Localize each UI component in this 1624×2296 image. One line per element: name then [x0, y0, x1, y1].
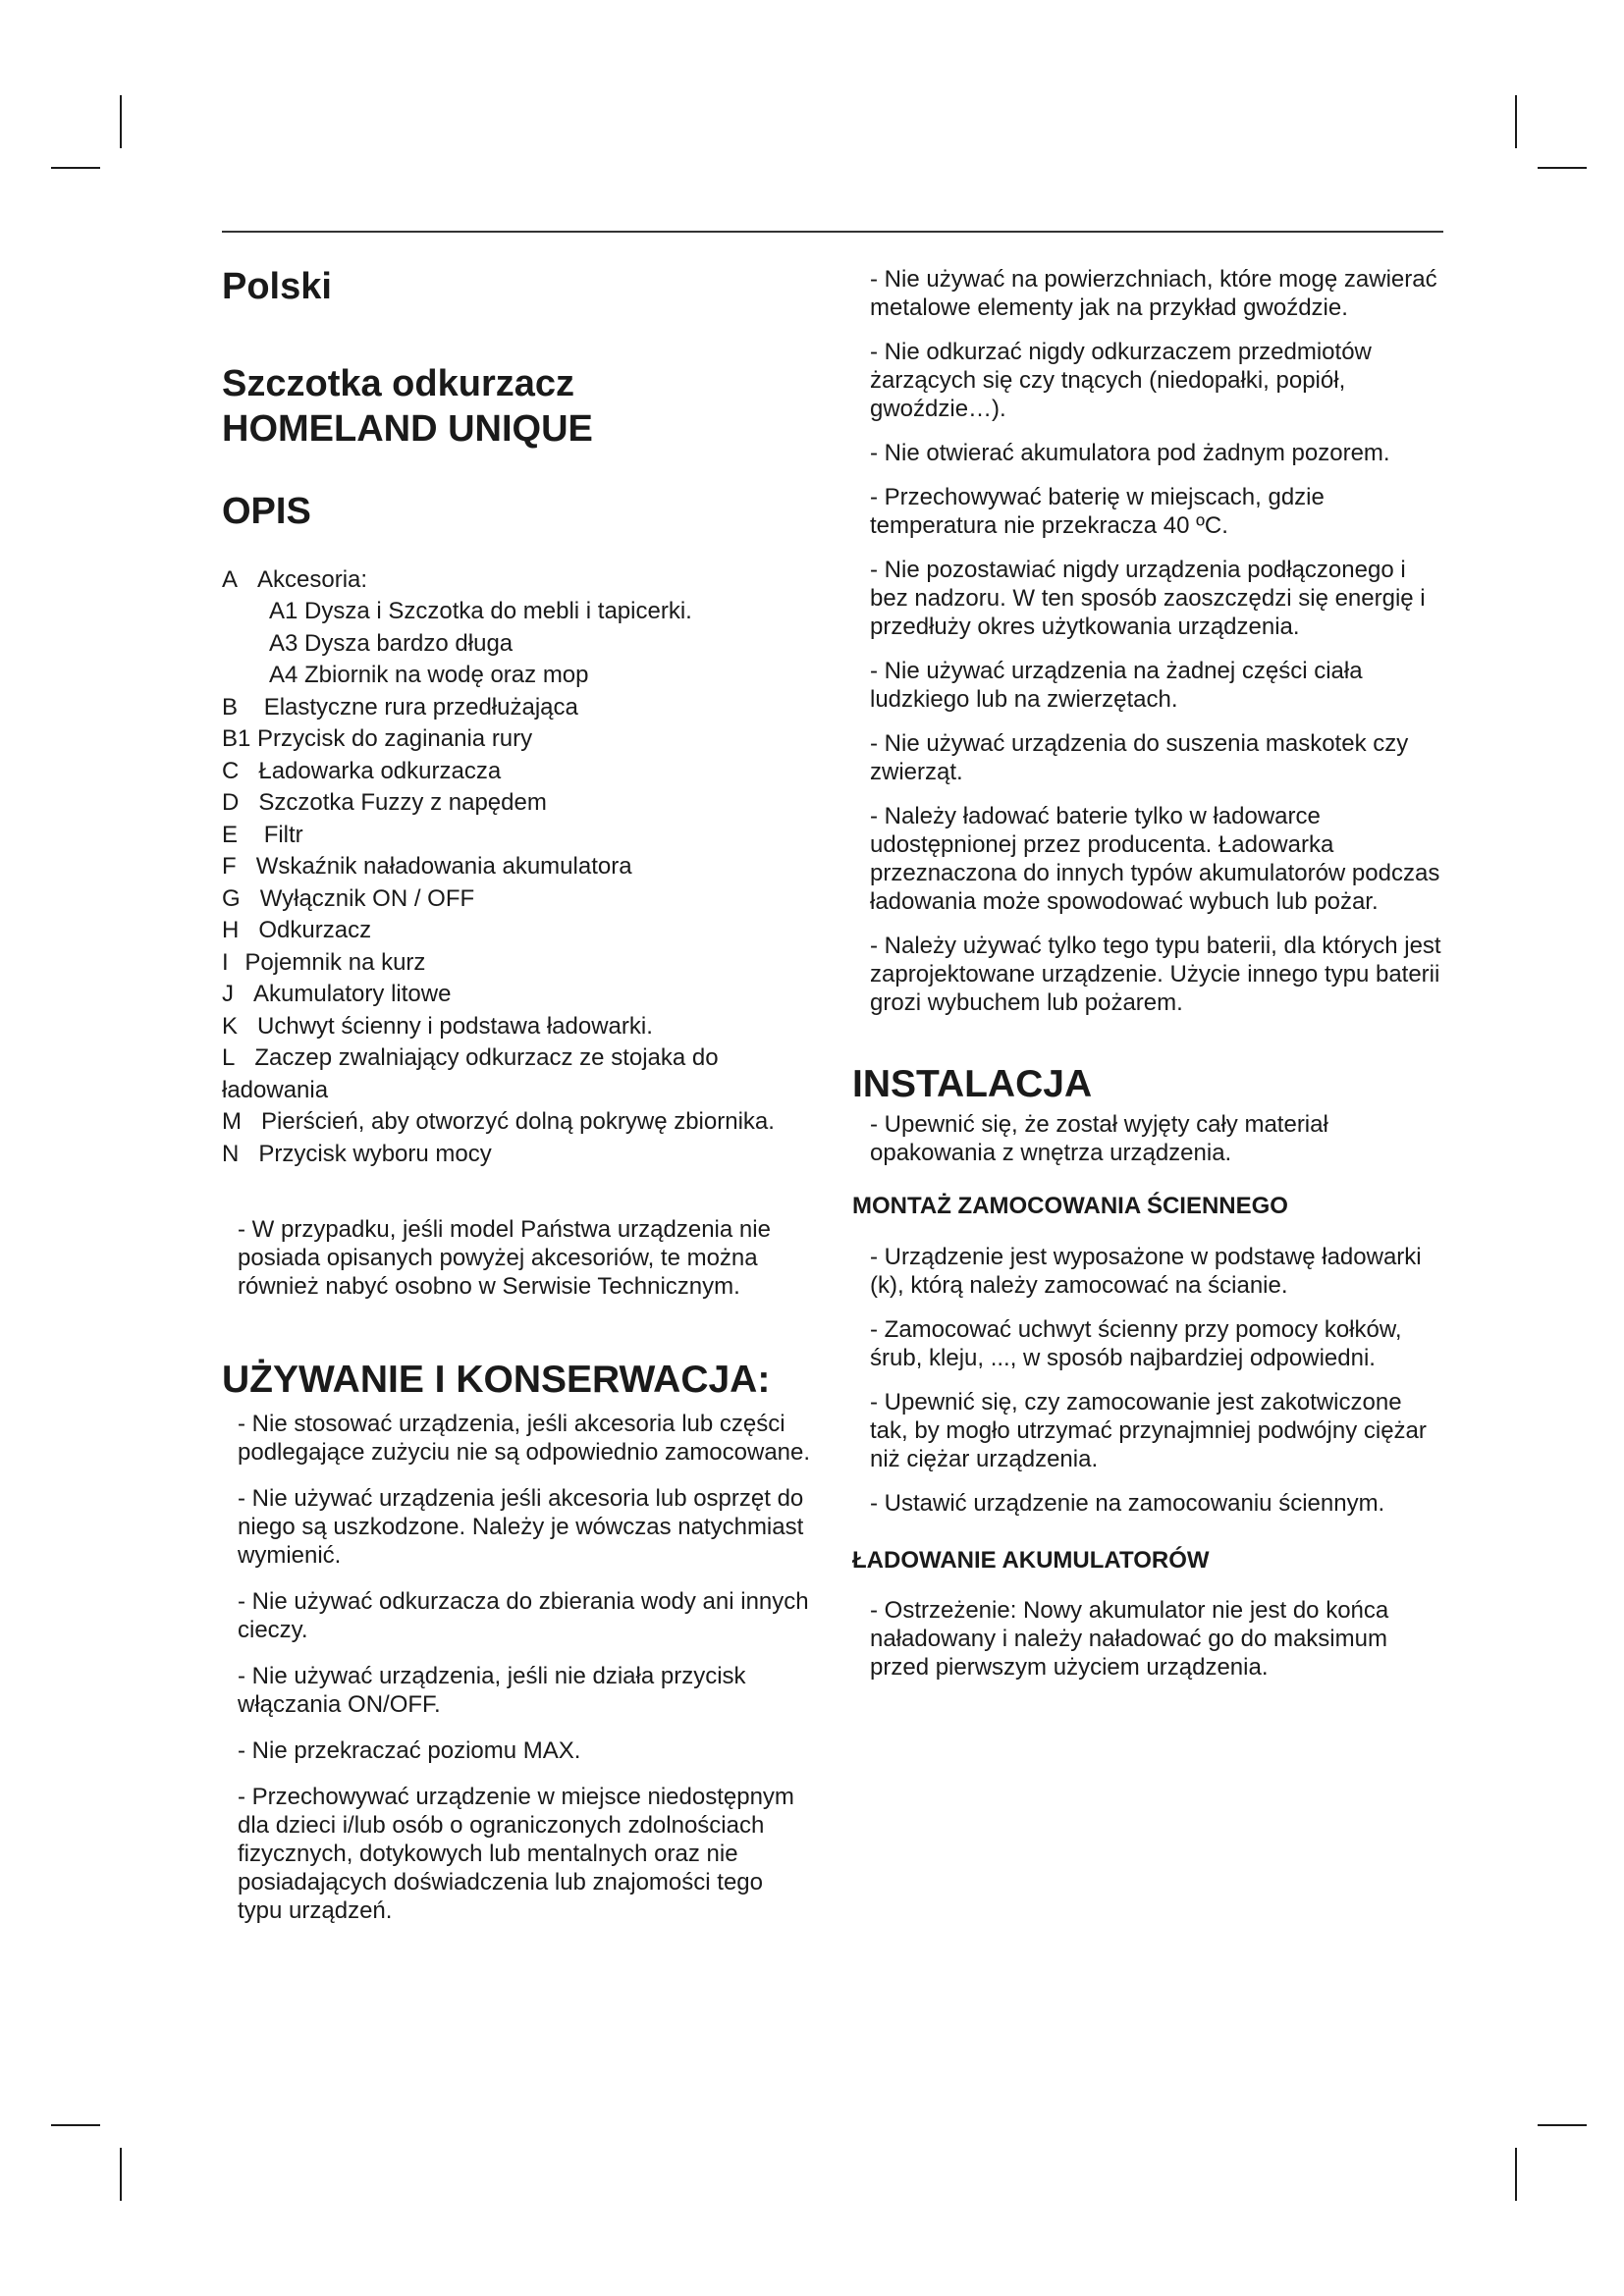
list-item	[222, 1139, 811, 1171]
usage-paragraph: - Nie przekraczać poziomu MAX.	[238, 1736, 581, 1764]
crop-mark	[51, 2124, 100, 2126]
list-item	[222, 756, 811, 788]
part-key: D	[222, 789, 240, 817]
wall-mount-paragraph: - Zamocować uchwyt ścienny przy pomocy kołków, śrub, kleju, ..., w sposób najbardziej odpowiedni.	[870, 1315, 1402, 1371]
crop-mark	[1538, 167, 1587, 169]
accessories-note: - W przypadku, jeśli model Państwa urządzenia nie posiada opisanych powyżej akcesoriów, te można również nabyć osobno w Serwisie Technicznym.	[238, 1216, 771, 1301]
usage-paragraph: - Nie pozostawiać nigdy urządzenia podłączonego i bez nadzoru. W ten sposób zaoszczędzi się energię i przedłuży okres użytkowania urządzenia.	[870, 557, 1426, 640]
part-label: Odkurzacz	[258, 917, 372, 944]
part-label: Pojemnik na kurz	[244, 948, 426, 976]
installation-intro: - Upewnić się, że został wyjęty cały materiał opakowania z wnętrza urządzenia.	[870, 1110, 1328, 1166]
list-item	[222, 596, 811, 628]
usage-paragraph: - Nie używać urządzenia do suszenia maskotek czy zwierząt.	[870, 730, 1409, 785]
part-key: L	[222, 1044, 236, 1072]
opis-heading: OPIS	[222, 491, 311, 533]
list-item	[222, 979, 811, 1011]
part-key: I	[222, 948, 229, 976]
usage-paragraph: - Nie używać urządzenia na żadnej części ciała ludzkiego lub na zwierzętach.	[870, 658, 1363, 713]
wall-mount-paragraph: - Ustawić urządzenie na zamocowaniu ściennym.	[870, 1489, 1385, 1517]
part-label: Wyłącznik ON / OFF	[259, 884, 475, 912]
list-item	[222, 1106, 811, 1139]
part-key: C	[222, 757, 240, 784]
list-item	[222, 1042, 811, 1106]
part-key: N	[222, 1140, 240, 1167]
part-key: H	[222, 917, 240, 944]
charging-heading: ŁADOWANIE AKUMULATORÓW	[852, 1546, 1210, 1574]
crop-mark	[1515, 95, 1517, 148]
top-rule	[222, 231, 1443, 233]
crop-mark	[120, 2148, 122, 2201]
part-key: G	[222, 884, 241, 912]
part-key: F	[222, 853, 237, 881]
right-column	[852, 265, 1443, 1682]
usage-paragraph: - Nie używać na powierzchniach, które mogę zawierać metalowe elementy jak na przykład gwoździe.	[870, 266, 1437, 321]
product-title	[222, 361, 811, 453]
crop-mark	[120, 95, 122, 148]
wall-mount-paragraph: - Urządzenie jest wyposażone w podstawę ładowarki (k), którą należy zamocować na ścianie.	[870, 1243, 1422, 1299]
crop-mark	[1538, 2124, 1587, 2126]
list-item	[222, 820, 811, 852]
left-column	[222, 257, 811, 1925]
list-item	[222, 947, 811, 980]
language-heading: Polski	[222, 266, 332, 307]
product-title-line2: HOMELAND UNIQUE	[222, 408, 593, 451]
part-label: Filtr	[263, 821, 303, 848]
product-title-line1: Szczotka odkurzacz	[222, 362, 574, 404]
wall-mount-paragraph: - Upewnić się, czy zamocowanie jest zakotwiczone tak, by mogło utrzymać przynajmniej podwójny ciężar niż ciężar urządzenia.	[870, 1388, 1427, 1472]
usage-paragraph: - Nie używać urządzenia jeśli akcesoria lub osprzęt do niego są uszkodzone. Należy je wówczas natychmiast wymienić.	[238, 1484, 804, 1569]
wall-mount-heading: MONTAŻ ZAMOCOWANIA ŚCIENNEGO	[852, 1192, 1288, 1219]
list-item	[222, 883, 811, 916]
crop-mark	[1515, 2148, 1517, 2201]
part-key: B1	[222, 725, 251, 753]
list-item	[222, 692, 811, 724]
usage-paragraph: - Nie używać urządzenia, jeśli nie działa przycisk włączania ON/OFF.	[238, 1662, 746, 1718]
part-label: A4 Zbiornik na wodę oraz mop	[269, 662, 589, 689]
list-item	[222, 915, 811, 947]
usage-paragraph: - Należy ładować baterie tylko w ładowarce udostępnionej przez producenta. Ładowarka przeznaczona do innych typów akumulatorów podczas ładowania może spowodować wybuch lub pożar.	[870, 803, 1440, 915]
usage-paragraph: - Przechowywać baterię w miejscach, gdzie temperatura nie przekracza 40 ºC.	[870, 484, 1325, 539]
list-item	[222, 1011, 811, 1043]
list-item	[222, 851, 811, 883]
part-label: Szczotka Fuzzy z napędem	[258, 789, 547, 817]
usage-paragraph: - Nie otwierać akumulatora pod żadnym pozorem.	[870, 440, 1390, 466]
part-label: A1 Dysza i Szczotka do mebli i tapicerki.	[269, 598, 692, 625]
part-label: Ładowarka odkurzacza	[258, 757, 502, 784]
part-label: Przycisk wyboru mocy	[258, 1140, 492, 1167]
part-label: A3 Dysza bardzo długa	[269, 629, 514, 657]
list-item	[222, 628, 811, 661]
part-key: J	[222, 981, 234, 1008]
usage-heading: UŻYWANIE I KONSERWACJA:	[222, 1359, 771, 1402]
list-item	[222, 660, 811, 692]
list-item	[222, 564, 811, 597]
part-label: Przycisk do zaginania rury	[257, 725, 533, 753]
usage-paragraph: - Nie stosować urządzenia, jeśli akcesoria lub części podlegające zużyciu nie są odpowiednio zamocowane.	[238, 1410, 811, 1466]
part-label: Wskaźnik naładowania akumulatora	[255, 853, 632, 881]
crop-mark	[51, 167, 100, 169]
part-label: Elastyczne rura przedłużająca	[263, 693, 578, 721]
part-key: B	[222, 693, 239, 721]
part-label: Uchwyt ścienny i podstawa ładowarki.	[257, 1012, 653, 1040]
usage-paragraph: - Przechowywać urządzenie w miejsce niedostępnym dla dzieci i/lub osób o ograniczonych zdolnościach fizycznych, dotykowych lub mentalnych oraz nie posiadających doświadczenia lub znajomości tego typu urządzeń.	[238, 1783, 794, 1924]
part-key: M	[222, 1108, 242, 1136]
list-item	[222, 723, 811, 756]
part-key: E	[222, 821, 239, 848]
list-item	[222, 787, 811, 820]
part-label: Zaczep zwalniający odkurzacz ze stojaka do ładowania	[222, 1044, 719, 1103]
charging-paragraph: - Ostrzeżenie: Nowy akumulator nie jest do końca naładowany i należy naładować go do maksimum przed pierwszym użyciem urządzenia.	[870, 1597, 1389, 1682]
usage-paragraph: - Nie używać odkurzacza do zbierania wody ani innych cieczy.	[238, 1587, 809, 1643]
parts-list	[222, 564, 811, 1171]
installation-heading: INSTALACJA	[852, 1063, 1093, 1105]
part-key: A	[222, 565, 239, 593]
part-key: K	[222, 1012, 239, 1040]
part-label: Pierścień, aby otworzyć dolną pokrywę zbiornika.	[261, 1108, 775, 1136]
usage-paragraph: - Nie odkurzać nigdy odkurzaczem przedmiotów żarzących się czy tnących (niedopałki, popiół, gwoździe…).	[870, 339, 1372, 422]
usage-paragraph: - Należy używać tylko tego typu baterii, dla których jest zaprojektowane urządzenie. Użycie innego typu baterii grozi wybuchem lub pożarem.	[870, 933, 1441, 1016]
part-label: Akumulatory litowe	[253, 981, 452, 1008]
part-label: Akcesoria:	[257, 565, 368, 593]
